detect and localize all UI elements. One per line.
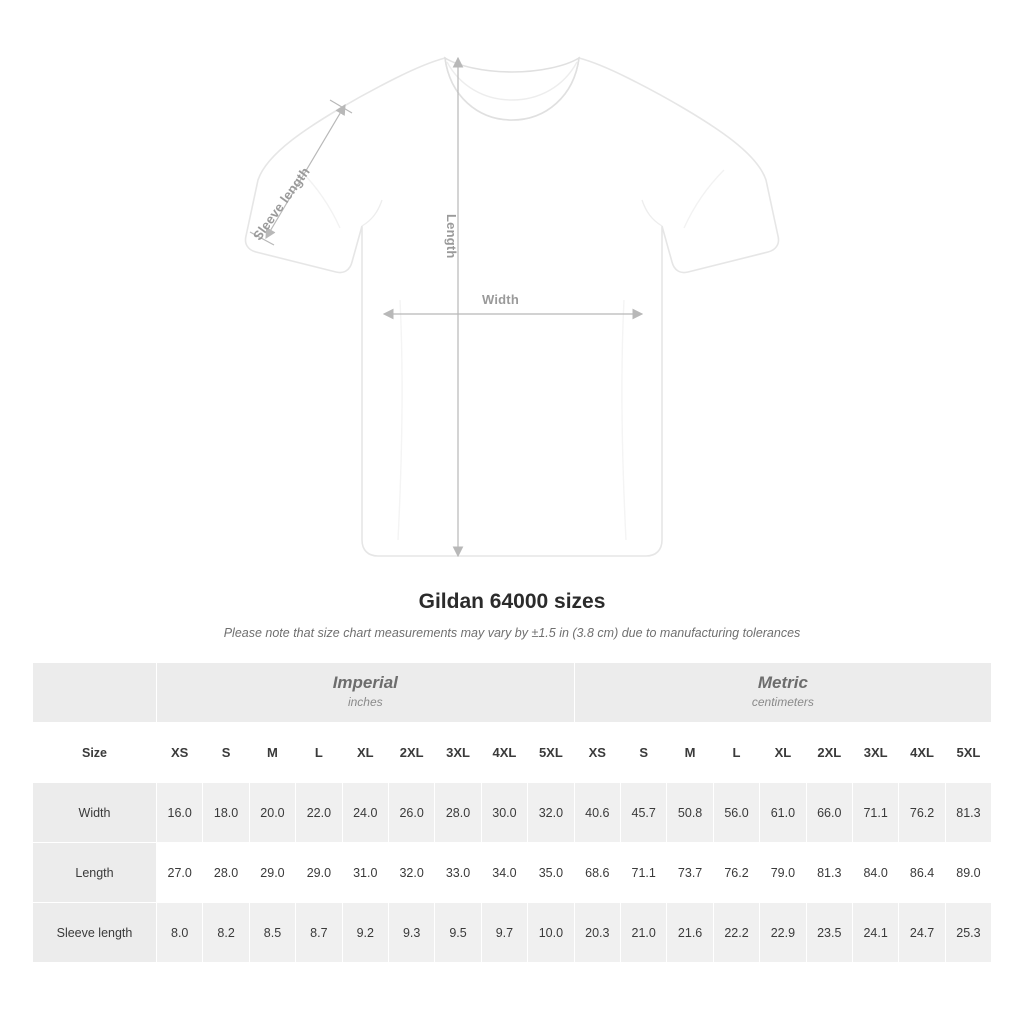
unit-name-metric: Metric bbox=[757, 672, 808, 692]
cell-width-imperial-5xl: 32.0 bbox=[528, 783, 575, 843]
cell-width-metric-xs: 40.6 bbox=[574, 783, 620, 843]
cell-sleeve-imperial-2xl: 9.3 bbox=[388, 903, 434, 963]
cell-length-imperial-xl: 31.0 bbox=[342, 843, 388, 903]
col-head-metric-xs: XS bbox=[574, 723, 620, 783]
size-table-wrapper bbox=[32, 662, 992, 963]
cell-sleeve-metric-xs: 20.3 bbox=[574, 903, 620, 963]
cell-sleeve-imperial-5xl: 10.0 bbox=[528, 903, 575, 963]
cell-width-metric-l: 56.0 bbox=[713, 783, 759, 843]
cell-length-metric-xl: 79.0 bbox=[760, 843, 806, 903]
cell-width-metric-xl: 61.0 bbox=[760, 783, 806, 843]
cell-sleeve-metric-s: 21.0 bbox=[621, 903, 667, 963]
cell-sleeve-metric-3xl: 24.1 bbox=[852, 903, 898, 963]
cell-width-imperial-l: 22.0 bbox=[296, 783, 342, 843]
cell-length-imperial-l: 29.0 bbox=[296, 843, 342, 903]
cell-width-imperial-3xl: 28.0 bbox=[435, 783, 481, 843]
cell-sleeve-imperial-3xl: 9.5 bbox=[435, 903, 481, 963]
cell-sleeve-metric-l: 22.2 bbox=[713, 903, 759, 963]
table-row bbox=[33, 843, 992, 903]
cell-sleeve-imperial-l: 8.7 bbox=[296, 903, 342, 963]
col-head-imperial-2xl: 2XL bbox=[388, 723, 434, 783]
cell-sleeve-metric-5xl: 25.3 bbox=[945, 903, 991, 963]
tolerance-note: Please note that size chart measurements may vary by ±1.5 in (3.8 cm) due to manufacturing tolerances bbox=[223, 626, 801, 640]
row-label-length: Length bbox=[33, 843, 157, 903]
unit-header-metric bbox=[574, 663, 992, 723]
cell-sleeve-imperial-s: 8.2 bbox=[203, 903, 249, 963]
cell-length-imperial-3xl: 33.0 bbox=[435, 843, 481, 903]
sleeve-length-label: Sleeve length bbox=[249, 164, 313, 243]
col-head-imperial-l: L bbox=[296, 723, 342, 783]
col-head-imperial-5xl: 5XL bbox=[528, 723, 575, 783]
col-head-metric-4xl: 4XL bbox=[899, 723, 945, 783]
col-head-metric-m: M bbox=[667, 723, 713, 783]
cell-width-metric-3xl: 71.1 bbox=[852, 783, 898, 843]
col-head-imperial-xs: XS bbox=[157, 723, 203, 783]
cell-length-metric-s: 71.1 bbox=[621, 843, 667, 903]
col-head-imperial-3xl: 3XL bbox=[435, 723, 481, 783]
table-corner-cell bbox=[33, 663, 157, 723]
cell-length-imperial-xs: 27.0 bbox=[157, 843, 203, 903]
col-head-metric-xl: XL bbox=[760, 723, 806, 783]
cell-length-metric-m: 73.7 bbox=[667, 843, 713, 903]
col-head-imperial-m: M bbox=[249, 723, 295, 783]
tshirt-shape bbox=[245, 58, 778, 556]
cell-width-imperial-m: 20.0 bbox=[249, 783, 295, 843]
cell-width-metric-5xl: 81.3 bbox=[945, 783, 991, 843]
cell-width-metric-s: 45.7 bbox=[621, 783, 667, 843]
col-head-metric-2xl: 2XL bbox=[806, 723, 852, 783]
unit-name-imperial: Imperial bbox=[332, 672, 398, 692]
cell-length-metric-4xl: 86.4 bbox=[899, 843, 945, 903]
width-label: Width bbox=[482, 292, 519, 307]
cell-width-imperial-s: 18.0 bbox=[203, 783, 249, 843]
cell-length-imperial-5xl: 35.0 bbox=[528, 843, 575, 903]
unit-sub-metric: centimeters bbox=[751, 695, 814, 710]
row-label-width: Width bbox=[33, 783, 157, 843]
cell-sleeve-metric-2xl: 23.5 bbox=[806, 903, 852, 963]
cell-width-metric-2xl: 66.0 bbox=[806, 783, 852, 843]
col-head-metric-l: L bbox=[713, 723, 759, 783]
cell-sleeve-metric-xl: 22.9 bbox=[760, 903, 806, 963]
cell-length-imperial-4xl: 34.0 bbox=[481, 843, 527, 903]
row-label-sleeve-length: Sleeve length bbox=[33, 903, 157, 963]
cell-width-imperial-xl: 24.0 bbox=[342, 783, 388, 843]
col-head-imperial-s: S bbox=[203, 723, 249, 783]
length-label: Length bbox=[444, 214, 459, 259]
title-block bbox=[0, 590, 1024, 640]
unit-sub-imperial: inches bbox=[347, 695, 383, 710]
cell-length-metric-3xl: 84.0 bbox=[852, 843, 898, 903]
cell-length-metric-xs: 68.6 bbox=[574, 843, 620, 903]
cell-length-imperial-2xl: 32.0 bbox=[388, 843, 434, 903]
cell-length-metric-l: 76.2 bbox=[713, 843, 759, 903]
unit-header-imperial bbox=[157, 663, 575, 723]
size-header-row bbox=[33, 723, 992, 783]
cell-sleeve-imperial-4xl: 9.7 bbox=[481, 903, 527, 963]
cell-sleeve-imperial-m: 8.5 bbox=[249, 903, 295, 963]
cell-length-metric-5xl: 89.0 bbox=[945, 843, 991, 903]
cell-width-imperial-xs: 16.0 bbox=[157, 783, 203, 843]
size-table bbox=[32, 662, 992, 963]
table-row bbox=[33, 903, 992, 963]
col-head-imperial-4xl: 4XL bbox=[481, 723, 527, 783]
col-head-metric-5xl: 5XL bbox=[945, 723, 991, 783]
unit-header-row bbox=[33, 663, 992, 723]
cell-width-metric-4xl: 76.2 bbox=[899, 783, 945, 843]
row-label-size: Size bbox=[33, 723, 157, 783]
page-title: Gildan 64000 sizes bbox=[418, 590, 606, 613]
col-head-metric-3xl: 3XL bbox=[852, 723, 898, 783]
cell-sleeve-imperial-xs: 8.0 bbox=[157, 903, 203, 963]
cell-width-imperial-4xl: 30.0 bbox=[481, 783, 527, 843]
cell-sleeve-imperial-xl: 9.2 bbox=[342, 903, 388, 963]
cell-width-imperial-2xl: 26.0 bbox=[388, 783, 434, 843]
cell-length-imperial-m: 29.0 bbox=[249, 843, 295, 903]
cell-length-metric-2xl: 81.3 bbox=[806, 843, 852, 903]
cell-sleeve-metric-m: 21.6 bbox=[667, 903, 713, 963]
col-head-metric-s: S bbox=[621, 723, 667, 783]
cell-width-metric-m: 50.8 bbox=[667, 783, 713, 843]
cell-sleeve-metric-4xl: 24.7 bbox=[899, 903, 945, 963]
table-row bbox=[33, 783, 992, 843]
col-head-imperial-xl: XL bbox=[342, 723, 388, 783]
cell-length-imperial-s: 28.0 bbox=[203, 843, 249, 903]
